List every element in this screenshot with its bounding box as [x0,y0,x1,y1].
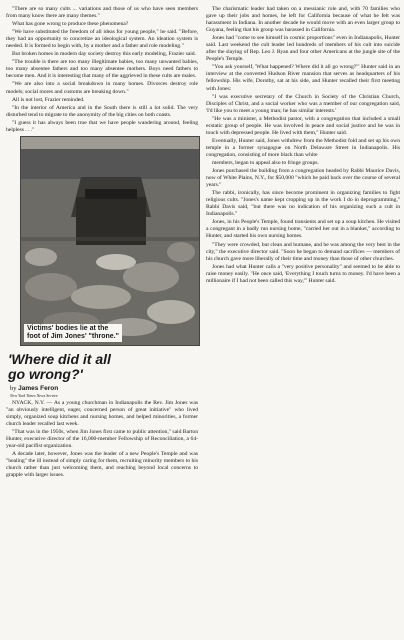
byline-author: James Feron [18,384,59,392]
article-paragraph: "They were crowded, but clean and humane, and he was among the very best in the city," the executive director said. "Soon he began to demand sacrifices — members of his church gave more liberally of their time and money than those of other churches. [206,241,402,262]
article-paragraph: What has gone wrong to produce these phenomena? [12,21,129,28]
article-paragraph: Jones purchased the building from a congregation headed by Rabbi Maurice Davis, now of White Plains, N.Y., for $50,000 "which he paid back over the course of several years." [206,168,402,189]
article-paragraph: The rabbi, ironically, has since become prominent in organizing families to fight religious cults. "Jones's name kept cropping up in the work I do in deprogramming," Rabbi Davis said, "but there was no indication of his organizing such a cult in Indianapolis." [206,190,402,218]
article-paragraph: NYACK, N.Y. — As a young churchman in Indianapolis the Rev. Jim Jones was "an obviously intelligent, eager, concerned person of great initiative" who lived simply, organized soup kitchens and nursing homes, and helped minorities, a former church leader recalled last week. [6,399,200,427]
article-paragraph: Jones had what Hunter calls a "very positive personality" and seemed to be able to raise money easily. "He once said, 'Everything I touch turns to money. I'd have been a millionaire if I had not been called this way,'" Hunter said. [206,263,402,284]
article-paragraph: Jones had "come to see himself in cosmic proportions" even in Indianapolis, Hunter said. Last weekend the cult leader led hundreds of members of his cult into suicide after the slaying of Rep. Leo J. Ryan and four other Americans at the jungle site of the People's Temple. [206,35,402,63]
right-column [206,6,400,286]
article-paragraph: "There are so many cults ... variations and those of us who have seen members from many know there are many themes." [6,6,200,20]
right-bottom-text [206,160,400,285]
news-photo [20,136,200,346]
jonestown-photo [21,137,199,345]
right-top-text [206,6,400,159]
photo-caption: Victims' bodies lie at the foot of Jim Jones' "throne." [24,324,122,342]
left-column [6,6,198,480]
article-paragraph: "I guess it has always been true that we have people wandering around, feeling helpless . . ." [6,119,200,133]
byline [10,385,198,393]
news-service: New York Times News Service [10,392,59,398]
byline-prefix: by [10,384,17,392]
article-paragraph: The charismatic leader had taken on a messianic role and, with 70 families who gave up their jobs and homes, he left for California because of what he felt was harassment in Indiana. In another decade he would move with an even larger group to Guyana, feeling that his group was harassed in California. [206,6,402,34]
article-paragraph: A decade later, however, Jones was the leader of a new People's Temple and was "healing" the ill instead of simply caring for them, recruiting minority members to his church rather than just welcoming them, and reaching beyond local concerns to grapple with larger issues. [6,451,200,479]
article-paragraph: "You ask yourself, 'What happened? Where did it all go wrong?'" Hunter said in an interview at the converted Hudson River mansion that serves as headquarters of his fellowship. His wife, Dorothy, sat at his side, and Hunter recalled their first meeting with Jones: [206,64,402,92]
left-top-text [6,6,198,134]
article-paragraph: "We are also into a social breakdown in many homes. Divorces destroy role models; social mores and customs are breaking down." [6,81,200,95]
article-paragraph: "He was a minister, a Methodist pastor, with a congregation that included a small ecstatic group of people. He was involved in peace and social justice and he was in touch with depressed people. He lived with them," Hunter said. [206,115,402,136]
article-paragraph: members, began to appeal also to fringe groups. [212,159,319,166]
article-paragraph: All is not lost, Frazier reminded. [12,96,85,103]
article-paragraph: "In the interior of America and in the South there is still a lot solid. The very disturbed tend to migrate to the anonymity of the big cities on both coasts. [6,104,200,118]
left-bottom-text [6,400,198,480]
article-paragraph: "The trouble is there are too many illegitimate babies, too many unwanted babies, too many absentee fathers and too many absentee mothers. Boys need fathers to become men. And it is interesting that many of the aggrieved in these cults are males. [6,59,200,80]
article-paragraph: Jones, in his People's Temple, found transients and set up a soup kitchen. He visited a congregant in a badly run nursing home, "carried her out in a blanket," according to Hunter, and started his own nursing homes. [206,219,402,240]
article-paragraph: "We have substituted the freedom of all ideas for young people," he said. "Before, they had an opportunity to concretize an ideological system. An ideation system is needed. It is formed to begin with, by a mother and a father and role modeling." [6,29,200,50]
article-paragraph: "That was in the 1950s, when Jim Jones first came to public attention," said Barton Hunter, executive director of the 16,000-member Fellowship of Reconciliation, a 64-year-old pacifist organization. [6,428,200,450]
article-paragraph: Eventually, Hunter said, Jones withdrew from the Methodist fold and set up his own temple in a former synagogue on North Delaware Street in Indianapolis. His congregation, consisting of more black than white [206,137,402,158]
article-headline: 'Where did it all go wrong?' [8,350,111,382]
article-paragraph: "I was executive secretary of the Church in Society of the Christian Church, Disciples of Christ, and a social worker who was a member of our congregation said, 'I'd like you to meet a young man; he has similar interests.' [206,93,402,114]
article-paragraph: But broken homes in modern day society destroy this early modeling, Frazier said. [12,51,196,58]
